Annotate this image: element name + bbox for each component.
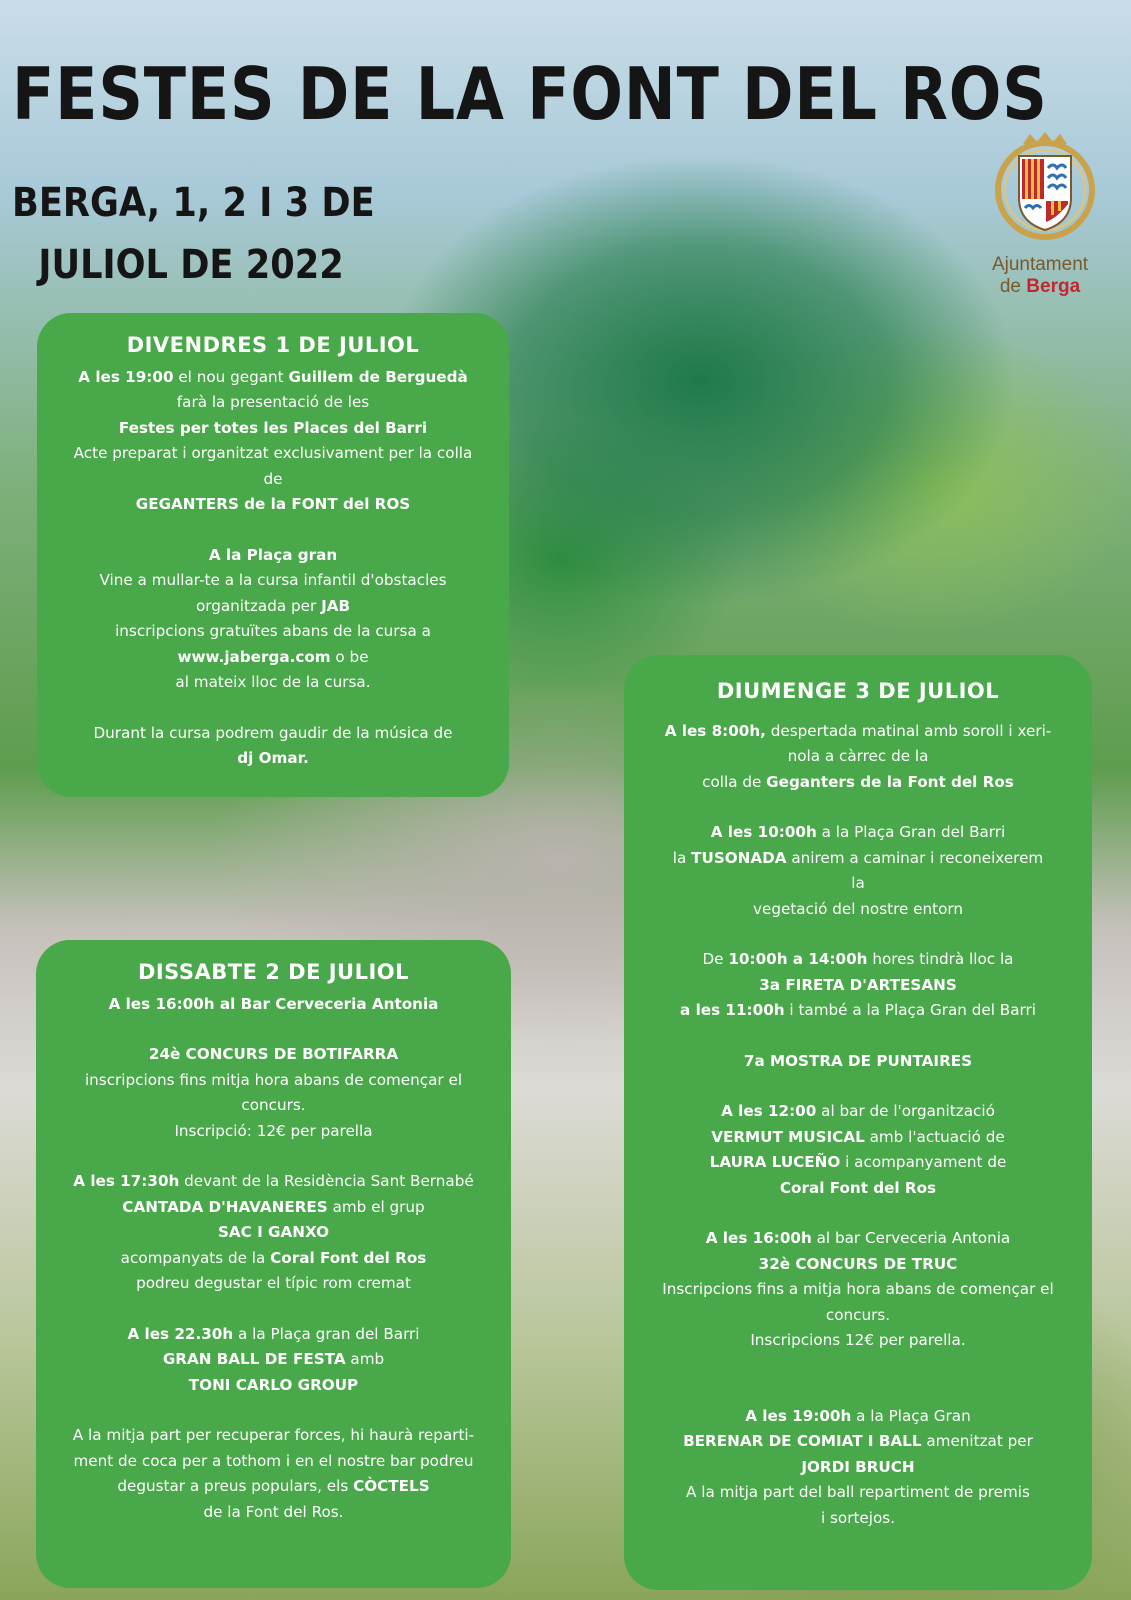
schedule-line [37,467,509,493]
line-text: i també a la Plaça Gran del Barri [784,1001,1036,1019]
highlight-text: LAURA LUCEÑO [709,1153,841,1171]
schedule-line [36,1246,511,1272]
highlight-text: Coral Font del Ros [270,1248,427,1267]
schedule-line [37,645,509,671]
line-text: amenitzat per [921,1432,1033,1450]
highlight-text: BERENAR DE COMIAT I BALL [683,1432,922,1450]
schedule-line [36,1119,511,1145]
day-heading: DIVENDRES 1 DE JULIOL [126,333,420,357]
schedule-line [624,1125,1092,1151]
logo-text-line-1: Ajuntament [991,254,1089,275]
highlight-text: dj Omar. [237,749,309,767]
line-text: A la mitja part del ball repartiment de premis [686,1483,1030,1501]
line-text: al bar de l'organització [816,1102,995,1120]
highlight-text: 24è CONCURS DE BOTIFARRA [148,1045,399,1063]
schedule-line [37,416,509,442]
schedule-box-sunday [624,655,1092,1590]
block-spacer [624,1024,1092,1049]
line-text: inscripcions fins mitja hora abans de començar el [84,1070,463,1089]
highlight-text: A les 17:30h [73,1172,180,1190]
schedule-line [37,746,509,772]
schedule-line [37,543,509,569]
schedule-line [624,1176,1092,1202]
schedule-line [36,1220,511,1246]
block-spacer [624,1379,1092,1404]
schedule-line [624,897,1092,923]
highlight-text: CÒCTELS [353,1477,430,1495]
block-spacer [36,1144,511,1169]
schedule-line [37,441,509,467]
line-text: amb [345,1350,385,1368]
line-text: anirem a caminar i reconeixerem [786,848,1044,867]
highlight-text: Geganters de la Font del Ros [766,772,1014,791]
schedule-line [624,820,1092,846]
line-text: la [851,874,865,892]
line-text: nola a càrrec de la [787,747,929,765]
schedule-line [624,1277,1092,1303]
ajuntament-logo-text [965,254,1115,298]
subtitle-line-1: BERGA, 1, 2 I 3 DE [12,180,375,226]
block-spacer [624,922,1092,947]
highlight-text: JORDI BRUCH [801,1457,915,1476]
schedule-line [37,492,509,518]
line-text: amb l'actuació de [864,1127,1005,1146]
schedule-line [624,1455,1092,1481]
schedule-line [624,1049,1092,1075]
line-text: de [263,469,283,488]
schedule-line [624,1252,1092,1278]
schedule-box-saturday [36,940,511,1588]
line-text: el nou gegant [173,367,289,386]
schedule-line [624,1506,1092,1532]
highlight-text: A les 10:00h [710,823,817,841]
poster-title: FESTES DE LA FONT DEL ROS [12,52,1048,136]
schedule-line [624,947,1092,973]
highlight-text: 7a MOSTRA DE PUNTAIRES [743,1051,973,1070]
schedule-line [624,1303,1092,1329]
highlight-text: 3a FIRETA D'ARTESANS [759,975,957,994]
logo-text-berga: Berga [1026,276,1081,297]
schedule-line [624,998,1092,1024]
schedule-line [624,719,1092,745]
poster-subtitle [12,172,382,296]
line-text: hores tindrà lloc la [867,950,1014,968]
ajuntament-berga-coat-of-arms-icon [985,132,1105,242]
block-spacer [624,795,1092,820]
highlight-text: VERMUT MUSICAL [711,1127,865,1146]
schedule-line [37,390,509,416]
line-text: concurs. [241,1096,306,1114]
schedule-body [624,719,1092,1532]
line-text: a la Plaça Gran del Barri [816,823,1006,841]
line-text: o be [330,647,369,666]
block-spacer [36,1017,511,1042]
line-text: organitzada per [195,596,322,615]
line-text: podreu degustar el típic rom cremat [136,1274,411,1292]
line-text: colla de [702,772,767,791]
schedule-line [624,1150,1092,1176]
block-spacer [624,1354,1092,1379]
line-text: i sortejos. [820,1508,896,1527]
block-spacer [37,696,509,721]
schedule-line [36,1322,511,1348]
highlight-text: A les 22.30h [127,1324,234,1343]
line-text: a la Plaça Gran [851,1406,971,1425]
line-text: la [672,848,692,867]
schedule-line [36,1373,511,1399]
schedule-line [36,1195,511,1221]
schedule-line [624,770,1092,796]
schedule-body [37,365,509,772]
schedule-line [36,1500,511,1526]
schedule-line [36,992,511,1018]
highlight-text: A la Plaça gran [208,545,338,564]
highlight-text: A les 8:00h, [664,721,766,740]
highlight-text: CANTADA D'HAVANERES [122,1197,328,1216]
line-text: al mateix lloc de la cursa. [175,673,371,691]
schedule-line [36,1423,511,1449]
logo-text-prefix: de [999,276,1027,297]
schedule-line [36,1449,511,1475]
highlight-text: GRAN BALL DE FESTA [162,1350,346,1368]
line-text: Durant la cursa podrem gaudir de la música de [93,723,453,742]
schedule-line [37,365,509,391]
line-text: Acte preparat i organitzat exclusivament per la colla [73,444,473,462]
schedule-line [624,1429,1092,1455]
highlight-text: Coral Font del Ros [779,1178,937,1197]
line-text: i acompanyament de [840,1153,1007,1171]
line-text: al bar Cerveceria Antonia [811,1229,1011,1247]
line-text: degustar a preus populars, els [117,1477,354,1495]
highlight-text: 32è CONCURS DE TRUC [758,1254,958,1273]
schedule-line [36,1271,511,1297]
schedule-line [37,721,509,747]
line-text: inscripcions gratuïtes abans de la cursa a [115,622,431,640]
schedule-line [624,973,1092,999]
line-text: a la Plaça gran del Barri [233,1324,420,1343]
line-text: A la mitja part per recuperar forces, hi haurà reparti- [72,1426,475,1444]
schedule-line [624,846,1092,872]
schedule-line [624,1226,1092,1252]
schedule-line [624,1404,1092,1430]
schedule-line [624,871,1092,897]
line-text: despertada matinal amb soroll i xeri- [765,721,1052,740]
subtitle-line-2: JULIOL DE 2022 [38,242,344,288]
line-text: amb el grup [327,1197,425,1216]
schedule-line [36,1093,511,1119]
schedule-line [624,1328,1092,1354]
schedule-line [624,744,1092,770]
schedule-body [36,992,511,1526]
day-heading: DISSABTE 2 DE JULIOL [137,960,410,984]
line-text: Inscripcions 12€ per parella. [750,1331,966,1349]
line-text: concurs. [825,1305,891,1324]
line-text: Inscripcions fins a mitja hora abans de començar el [662,1280,1054,1298]
line-text: ment de coca per a tothom i en el nostre bar podreu [73,1451,474,1470]
highlight-text: JAB [321,596,351,615]
schedule-line [36,1347,511,1373]
day-heading: DIUMENGE 3 DE JULIOL [716,679,1000,703]
schedule-line [36,1169,511,1195]
schedule-line [37,594,509,620]
highlight-text: TUSONADA [691,848,787,867]
highlight-text: a les 11:00h [680,1001,785,1019]
schedule-line [36,1474,511,1500]
highlight-text: Festes per totes les Places del Barri [118,418,428,437]
block-spacer [624,1074,1092,1099]
schedule-line [37,670,509,696]
highlight-text: 10:00h a 14:00h [728,950,868,968]
highlight-text: GEGANTERS de la FONT del ROS [135,495,411,513]
highlight-text: Guillem de Berguedà [288,367,468,386]
line-text: farà la presentació de les [176,393,370,411]
highlight-text: A les 16:00h [705,1229,812,1247]
schedule-box-friday [37,313,509,797]
line-text: de la Font del Ros. [203,1502,344,1521]
schedule-line [36,1042,511,1068]
schedule-line [37,619,509,645]
highlight-text: A les 16:00h al Bar Cerveceria Antonia [108,994,439,1013]
line-text: De [702,950,729,968]
highlight-text: www.jaberga.com [177,647,331,666]
schedule-line [624,1099,1092,1125]
highlight-text: A les 19:00 [78,367,174,386]
schedule-line [36,1068,511,1094]
line-text: devant de la Residència Sant Bernabé [179,1172,474,1190]
line-text: vegetació del nostre entorn [753,899,963,918]
block-spacer [37,518,509,543]
schedule-line [624,1480,1092,1506]
block-spacer [624,1201,1092,1226]
highlight-text: TONI CARLO GROUP [188,1375,359,1394]
block-spacer [36,1297,511,1322]
block-spacer [36,1398,511,1423]
line-text: Vine a mullar-te a la cursa infantil d'obstacles [99,571,447,589]
line-text: Inscripció: 12€ per parella [174,1121,373,1140]
highlight-text: SAC I GANXO [217,1223,330,1241]
highlight-text: A les 12:00 [721,1102,817,1120]
highlight-text: A les 19:00h [745,1406,852,1425]
line-text: acompanyats de la [120,1248,271,1267]
schedule-line [37,568,509,594]
